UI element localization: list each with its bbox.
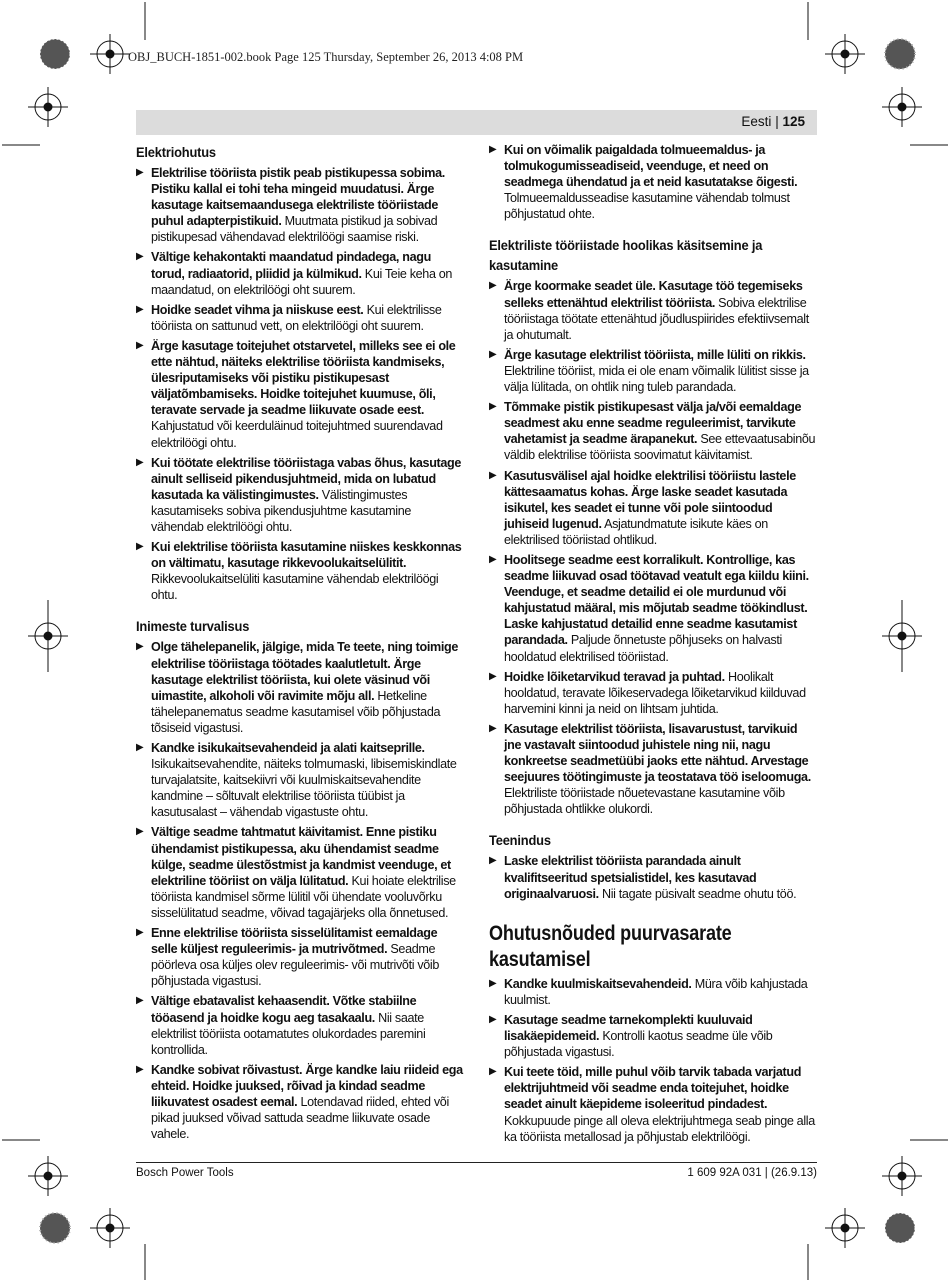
crosshair-icon <box>28 1156 68 1196</box>
item-explanation: Sobiva elektrilise tööriistaga töötate ettenähtud jõudluspiirides efektiivsemalt ja ohutumalt. <box>504 295 809 342</box>
crosshair-icon <box>90 34 130 74</box>
bullet-arrow-icon: ▶ <box>136 995 144 1007</box>
bullet-arrow-icon: ▶ <box>489 722 497 734</box>
bullet-arrow-icon: ▶ <box>136 927 144 939</box>
item-explanation: Asjatundmatute isikute käes on elektrilised tööriistad ohtlikud. <box>504 516 768 547</box>
bullet-arrow-icon: ▶ <box>489 670 497 682</box>
item-instruction: Hoidke seadet vihma ja niiskuse eest. <box>151 302 364 317</box>
item-explanation: Müra võib kahjustada kuulmist. <box>504 976 808 1007</box>
list-item <box>136 639 464 736</box>
bullet-arrow-icon: ▶ <box>489 977 497 989</box>
crosshair-icon <box>825 34 865 74</box>
crosshair-icon <box>825 1208 865 1248</box>
item-instruction: Vältige ebatavalist kehaasendit. Võtke stabiilne tööasend ja hoidke kogu aeg tasakaalu. <box>151 994 417 1025</box>
bullet-arrow-icon: ▶ <box>136 303 144 315</box>
footer-doc-number: 1 609 92A 031 | (26.9.13) <box>687 1167 817 1179</box>
item-explanation: Kui Teie keha on maandatud, on elektrilöögi oht suurem. <box>151 266 453 297</box>
list-item <box>489 853 817 901</box>
item-instruction: Hoidke lõiketarvikud teravad ja puhtad. <box>504 669 725 684</box>
bullet-arrow-icon: ▶ <box>489 280 497 292</box>
item-instruction: Kandke isikukaitsevahendeid ja alati kaitseprille. <box>151 741 425 755</box>
item-explanation: Kahjustatud või keerduläinud toitejuhtmed suurendavad elektrilöögi ohtu. <box>151 419 443 450</box>
item-instruction: Kandke sobivat rõivastust. Ärge kandke laiu riideid ega ehteid. Hoidke juuksed, rõivad ja kindad seadme liikuvatest osadest eemal. <box>151 1062 463 1109</box>
item-instruction: Kasutage seadme tarnekomplekti kuuluvaid lisakäepidemeid. <box>504 1012 753 1044</box>
bullet-arrow-icon: ▶ <box>136 167 144 178</box>
section-title: Inimeste turvalisus <box>136 618 250 635</box>
bullet-arrow-icon: ▶ <box>136 251 144 263</box>
header-language: Eesti <box>741 114 772 129</box>
list-item <box>489 1012 817 1060</box>
page-header <box>136 110 817 135</box>
list-item <box>136 539 464 603</box>
page-label <box>741 114 805 129</box>
item-explanation: Kontrolli kaotus seadme üle võib põhjustada vigastusi. <box>504 1029 773 1060</box>
bullet-arrow-icon: ▶ <box>489 553 497 565</box>
item-instruction: Ärge koormake seadet üle. Kasutage töö tegemiseks selleks ettenähtud elektrilist tööriista. <box>504 279 803 310</box>
item-instruction: Laske elektrilist tööriista parandada ainult kvalifitseeritud spetsialistidel, kes kasutavad originaalvaruosi. <box>504 854 757 901</box>
item-instruction: Hoolitsege seadme eest korralikult. Kontrollige, kas seadme liikuvad osad töötavad veatult ega kiildu kiini. Veenduge, et seadme detailid ei ole murdunud või kahjustatud määral, mis mõjutab seadme töökindlust. Laske kahjustatud detailid enne seadme kasutamist parandada. <box>504 552 809 648</box>
color-target-icon <box>885 1213 915 1243</box>
item-instruction: Ärge kasutage toitejuhet otstarvetel, milleks see ei ole ette nähtud, näiteks elektrilise tööriista kandmiseks, ülesriputamiseks või pistiku pistikupesast väljatõmbamiseks. Hoidke toitejuhet kuumuse, õli, teravate servade ja seadme liikuvate osade eest. <box>151 338 456 418</box>
bullet-arrow-icon: ▶ <box>136 826 144 838</box>
item-explanation: Elektriliste tööriistade nõuetevastane kasutamine võib põhjustada ohtlikke olukordi. <box>504 786 785 817</box>
item-explanation: Kui elektrilisse tööriista on sattunud vett, on elektrilöögi oht suurem. <box>151 302 442 333</box>
item-instruction: Ärge kasutage elektrilist tööriista, mille lüliti on rikkis. <box>504 347 806 362</box>
bullet-arrow-icon: ▶ <box>136 641 144 653</box>
crosshair-icon <box>882 87 922 127</box>
item-explanation: Muutmata pistikud ja sobivad pistikupesad vähendavad elektrilöögi saamise riski. <box>151 214 438 245</box>
list-item <box>489 468 817 548</box>
list-item <box>136 740 464 820</box>
item-explanation: Elektriline tööriist, mida ei ole enam võimalik lülitist sisse ja välja lülitada, on ohtlik ning tuleb parandada. <box>504 363 809 395</box>
bullet-arrow-icon: ▶ <box>489 855 497 867</box>
section-title: Ohutusnõuded puurvasarate kasutamisel <box>489 921 732 971</box>
list-item <box>489 552 817 665</box>
bullet-arrow-icon: ▶ <box>489 1013 497 1025</box>
item-explanation: Nii saate elektrilist tööriista ootamatutes olukordades paremini kontrollida. <box>151 1010 426 1057</box>
list-item <box>489 399 817 463</box>
item-instruction: Kandke kuulmiskaitsevahendeid. <box>504 976 692 991</box>
list-item <box>489 669 817 717</box>
right-column <box>489 142 817 1149</box>
item-explanation: Hoolikalt hooldatud, teravate lõikeservadega lõiketarvikud kiilduvad harvemini kinni ja neid on lihtsam juhtida. <box>504 669 806 716</box>
item-instruction: Kui on võimalik paigaldada tolmueemaldus- ja tolmukogumisseadiseid, veenduge, et need on seadmega ühendatud ja et neid kasutatakse õigesti. <box>504 143 798 190</box>
color-target-icon <box>885 39 915 69</box>
page-number: 125 <box>782 114 805 129</box>
list-item <box>136 165 464 245</box>
item-instruction: Tõmmake pistik pistikupesast välja ja/või eemaldage seadmest aku enne seadme reguleerimist, tarvikute vahetamist ja seadme ärapanekut. <box>504 400 802 447</box>
item-explanation: Lotendavad riided, ehted või pikad juuksed võivad sattuda seadme liikuvate osade vahele. <box>151 1094 449 1142</box>
item-explanation: Hetkeline tähelepanematus seadme kasutamisel võib põhjustada tõsiseid vigastusi. <box>151 688 441 735</box>
item-instruction: Kui teete töid, mille puhul võib tarvik tabada varjatud elektrijuhtmeid või seadme enda toitejuhet, hoidke seadet ainult käepideme isoleeritud pindadest. <box>504 1065 802 1112</box>
bullet-arrow-icon: ▶ <box>489 348 497 360</box>
left-column <box>136 142 464 1146</box>
item-instruction: Kasutusvälisel ajal hoidke elektrilisi tööriistu lastele kättesaamatus kohas. Ärge laske seadet kasutada isikutel, kes seadet ei tunne või pole siintoodud juhiseid lugenud. <box>504 468 796 531</box>
item-instruction: Vältige seadme tahtmatut käivitamist. Enne pistiku ühendamist pistikupessa, aku ühendamist seadme külge, seadme ülestõstmist ja kandmist veenduge, et elektriline tööriist on välja lülitatud. <box>151 825 451 888</box>
list-item <box>136 249 464 297</box>
list-item <box>136 1062 464 1142</box>
list-item <box>136 824 464 921</box>
list-item <box>489 976 817 1008</box>
item-explanation: Kui hoiate elektrilise tööriista kandmisel sõrme lülitil või ühendate vooluvõrku sisselülitatud seadme, võivad tagajärjeks olla õnnetused. <box>151 873 456 920</box>
item-instruction: Kui töötate elektrilise tööriistaga vabas õhus, kasutage ainult selliseid pikendusjuhtmeid, mida on lubatud kasutada ka välistingimustes. <box>151 455 462 502</box>
bullet-arrow-icon: ▶ <box>489 144 497 155</box>
bullet-arrow-icon: ▶ <box>136 742 144 753</box>
item-instruction: Kasutage elektrilist tööriista, lisavarustust, tarvikuid jne vastavalt siintoodud juhistele ning nii, nagu konkreetse seadmetüübi jaoks ette nähtud. Arvestage seejuures töötingimuste ja teostatava töö iseloomuga. <box>504 721 811 785</box>
list-item <box>136 925 464 989</box>
header-separator: | <box>775 114 779 129</box>
color-target-icon <box>40 1213 70 1243</box>
item-instruction: Enne elektrilise tööriista sisselülitamist eemaldage selle küljest reguleerimis- ja mutrivõtmed. <box>151 926 438 957</box>
crosshair-icon <box>28 600 68 672</box>
list-item <box>489 347 817 395</box>
footer-rule <box>136 1162 817 1163</box>
list-item <box>136 993 464 1057</box>
item-instruction: Olge tähelepanelik, jälgige, mida Te teete, ning toimige elektrilise tööriistaga töötades kaalutletult. Ärge kasutage elektrilist tööriista, kui olete väsinud või uimastite, alkoholi või ravimite mõju all. <box>151 640 458 703</box>
item-explanation: Nii tagate püsivalt seadme ohutu töö. <box>598 886 797 901</box>
color-target-icon <box>40 39 70 69</box>
bullet-arrow-icon: ▶ <box>136 339 144 351</box>
bullet-arrow-icon: ▶ <box>489 401 497 413</box>
crosshair-icon <box>28 87 68 127</box>
list-item <box>136 338 464 451</box>
bullet-arrow-icon: ▶ <box>136 456 144 468</box>
item-explanation: Välistingimustes kasutamiseks sobiva pikendusjuhtme kasutamine vähendab elektrilöögi ohtu. <box>151 487 412 534</box>
crosshair-icon <box>90 1208 130 1248</box>
item-instruction: Vältige kehakontakti maandatud pindadega, nagu torud, radiaatorid, pliidid ja külmikud. <box>151 250 431 281</box>
list-item <box>489 721 817 818</box>
item-instruction: Kui elektrilise tööriista kasutamine niiskes keskkonnas on vältimatu, kasutage rikkevoolukaitselülitit. <box>151 540 462 571</box>
list-item <box>489 142 817 222</box>
print-info-line: OBJ_BUCH-1851-002.book Page 125 Thursday, September 26, 2013 4:08 PM <box>128 50 524 64</box>
item-instruction: Elektrilise tööriista pistik peab pistikupessa sobima. Pistiku kallal ei tohi teha mingeid muudatusi. Ärge kasutage kaitsemaandusega elektriliste tööriistade puhul adapterpistikuid. <box>151 166 445 229</box>
list-item <box>489 278 817 342</box>
item-explanation: Rikkevoolukaitselüliti kasutamine vähendab elektrilöögi ohtu. <box>151 572 439 603</box>
bullet-arrow-icon: ▶ <box>136 1063 144 1075</box>
section-title: Elektriohutus <box>136 144 216 160</box>
section-title: Elektriliste tööriistade hoolikas käsitsemine ja kasutamine <box>489 237 763 274</box>
list-item <box>489 1064 817 1144</box>
section-title: Teenindus <box>489 832 551 849</box>
crosshair-icon <box>882 600 922 672</box>
item-explanation: Paljude õnnetuste põhjuseks on halvasti hooldatud elektrilised tööriistad. <box>504 633 782 664</box>
bullet-arrow-icon: ▶ <box>489 1066 497 1078</box>
item-explanation: Kokkupuude pinge all oleva elektrijuhtmega seab pinge alla ka tööriista metallosad ja põhjustab elektrilöögi. <box>504 1113 815 1144</box>
item-explanation: Isikukaitsevahendite, näiteks tolmumaski, libisemiskindlate turvajalatsite, kaitsekiivri või kuulmiskaitsevahendite kandmine – sõltuvalt elektrilise tööriista tüübist ja kasutusalast – vähendab vigastuste ohtu. <box>151 757 457 820</box>
crosshair-icon <box>882 1156 922 1196</box>
list-item <box>136 455 464 535</box>
footer-publisher: Bosch Power Tools <box>136 1167 234 1179</box>
bullet-arrow-icon: ▶ <box>136 541 144 553</box>
item-explanation: Tolmueemaldusseadise kasutamine vähendab tolmust põhjustatud ohte. <box>504 191 790 222</box>
bullet-arrow-icon: ▶ <box>489 469 497 481</box>
item-explanation: Seadme pöörleva osa küljes olev reguleerimis- või mutrivõti võib põhjustada vigastusi. <box>151 942 440 989</box>
list-item <box>136 302 464 334</box>
item-explanation: See ettevaatusabinõu väldib elektrilise tööriista soovimatut käivitamist. <box>504 432 816 463</box>
